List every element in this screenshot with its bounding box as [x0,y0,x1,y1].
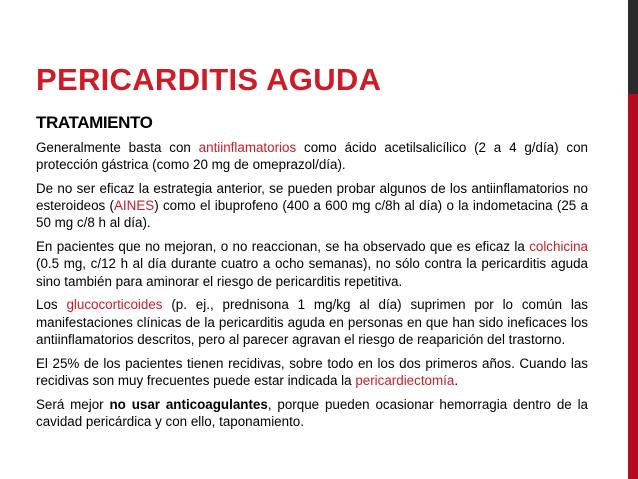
slide-side-bar [628,0,638,479]
paragraph-text: Generalmente basta con [36,140,199,155]
paragraph-aines [36,180,588,232]
paragraph-text: . [454,372,459,388]
slide-title: PERICARDITIS AGUDA [36,62,382,97]
paragraph-text: En pacientes que no mejoran, o no reaccionan, se ha observado que es eficaz la [36,239,530,255]
paragraph-anticoagulantes [36,396,588,430]
term-pericardiectomia: pericardiectomía [355,372,455,388]
paragraph-glucocorticoides [36,296,588,348]
paragraph-text: De no ser eficaz la estrategia anterior, se pueden probar algunos de los antiinflamatorios no esteroideos ( [36,181,588,214]
paragraph-recidivas [36,355,588,389]
term-colchicina: colchicina [529,239,588,255]
paragraph-text: (0.5 mg, c/12 h al día durante cuatro a ocho semanas), no sólo contra la pericarditis aguda sino también para aminorar el riesgo de pericarditis repetitiva. [36,256,588,289]
slide-side-bar-accent [628,94,638,479]
paragraph-text: Será mejor [36,396,110,412]
term-glucocorticoides: glucocorticoides [66,297,163,313]
paragraph-text: El 25% de los pacientes tienen recidivas, sobre todo en los dos primeros años. Cuando las recidivas son muy frecuentes puede estar indicada la [36,355,588,388]
paragraph-aspirin [36,139,588,173]
warning-no-anticoagulantes: no usar anticoagulantes [109,396,268,412]
paragraph-colchicina [36,238,588,290]
paragraph-text: Los [36,297,67,313]
paragraph-text: ) como el ibuprofeno (400 a 600 mg c/8h al día) o la indometacina (25 a 50 mg c/8 h al día). [36,198,588,231]
slide-body [36,139,588,437]
term-aines: AINES [114,198,155,214]
slide-subtitle: TRATAMIENTO [36,113,153,132]
paragraph-text: como ácido acetilsalicílico (2 a 4 g/día) con protección gástrica (como 20 mg de omeprazol/día). [36,140,588,173]
paragraph-text: , porque pueden ocasionar hemorragia dentro de la cavidad pericárdica y con ello, taponamiento. [36,396,588,429]
term-antiinflamatorios: antiinflamatorios [198,140,297,155]
paragraph-text: (p. ej., prednisona 1 mg/kg al día) suprimen por lo común las manifestaciones clínicas de la pericarditis aguda en personas en que han sido ineficaces los antiinflamatorios descritos, pero al parecer agravan el riesgo de reaparición del trastorno. [36,297,589,347]
